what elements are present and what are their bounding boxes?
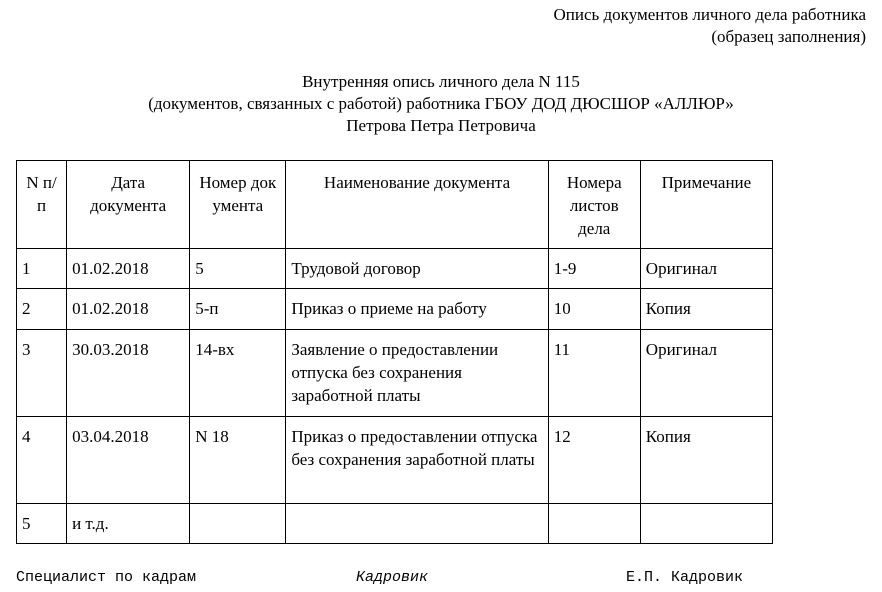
cell-doc-name: Трудовой договор	[286, 249, 548, 289]
cell-doc-number: 14-вх	[190, 330, 286, 417]
header-cell-doc-name: Наименование документа	[286, 161, 548, 249]
cell-doc-name: Заявление о предоставлении отпуска без сохранения заработной платы	[286, 330, 548, 417]
cell-sheets: 10	[548, 289, 640, 330]
cell-number: 3	[17, 330, 67, 417]
signature-line	[16, 567, 776, 589]
cell-number: 2	[17, 289, 67, 330]
cell-note: Оригинал	[640, 330, 772, 417]
inventory-title	[0, 71, 882, 137]
cell-note	[640, 504, 772, 544]
cell-sheets: 12	[548, 417, 640, 504]
title-line-1: Внутренняя опись личного дела N 115	[302, 72, 580, 91]
header-cell-sheets: Номера листов дела	[548, 161, 640, 249]
cell-sheets: 11	[548, 330, 640, 417]
cell-doc-number: 5	[190, 249, 286, 289]
cell-note: Копия	[640, 417, 772, 504]
header-title: Опись документов личного дела работника	[553, 5, 866, 24]
header-cell-number: N п/п	[17, 161, 67, 249]
cell-number: 1	[17, 249, 67, 289]
cell-doc-name: Приказ о приеме на работу	[286, 289, 548, 330]
cell-sheets: 1-9	[548, 249, 640, 289]
document-header	[554, 4, 867, 48]
table-row	[17, 330, 773, 417]
cell-date: 03.04.2018	[67, 417, 190, 504]
cell-date: 01.02.2018	[67, 289, 190, 330]
table-header-row	[17, 161, 773, 249]
cell-note: Копия	[640, 289, 772, 330]
table-row	[17, 417, 773, 504]
cell-date: 01.02.2018	[67, 249, 190, 289]
table-row	[17, 504, 773, 544]
header-cell-date: Дата документа	[67, 161, 190, 249]
cell-doc-name	[286, 504, 548, 544]
cell-number: 5	[17, 504, 67, 544]
signer-signature: Кадровик	[356, 569, 429, 586]
header-subtitle: (образец заполнения)	[711, 27, 866, 46]
cell-doc-number	[190, 504, 286, 544]
cell-doc-number: 5-п	[190, 289, 286, 330]
cell-doc-number: N 18	[190, 417, 286, 504]
table-row	[17, 249, 773, 289]
header-cell-doc-number: Номер документа	[190, 161, 286, 249]
cell-number: 4	[17, 417, 67, 504]
signer-position: Специалист по кадрам	[16, 569, 197, 586]
inventory-table	[16, 160, 773, 544]
cell-date: и т.д.	[67, 504, 190, 544]
cell-sheets	[548, 504, 640, 544]
cell-date: 30.03.2018	[67, 330, 190, 417]
table-row	[17, 289, 773, 330]
cell-note: Оригинал	[640, 249, 772, 289]
header-cell-note: Примечание	[640, 161, 772, 249]
cell-doc-name: Приказ о предоставлении отпуска без сохранения заработной платы	[286, 417, 548, 504]
title-line-3: Петрова Петра Петровича	[346, 116, 536, 135]
title-line-2: (документов, связанных с работой) работника ГБОУ ДОД ДЮСШОР «АЛЛЮР»	[148, 94, 734, 113]
signer-name: Е.П. Кадровик	[626, 569, 744, 586]
